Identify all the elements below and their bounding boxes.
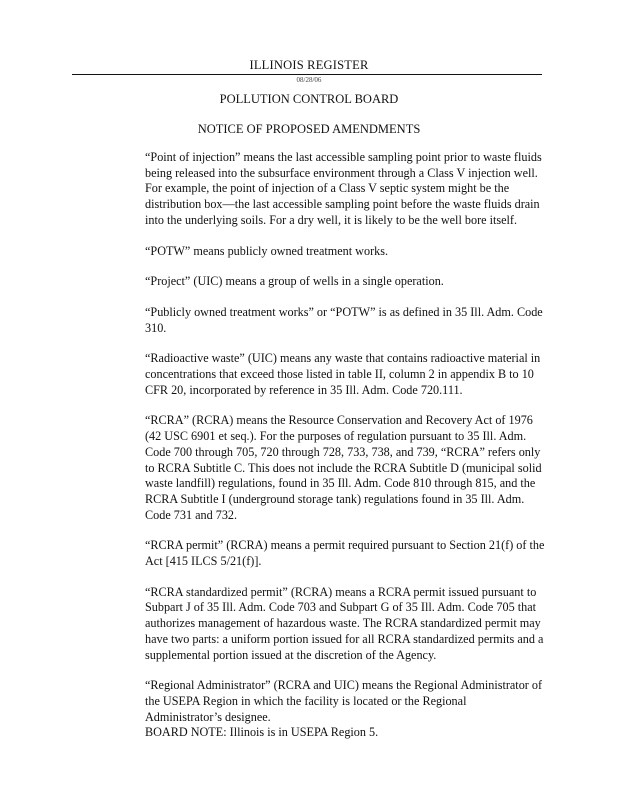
- notice-title: NOTICE OF PROPOSED AMENDMENTS: [197, 122, 421, 136]
- register-title: ILLINOIS REGISTER: [249, 58, 369, 72]
- definition-rcra: “RCRA” (RCRA) means the Resource Conservation and Recovery Act of 1976 (42 USC 6901 et seq.). For the purposes of regulation pursuant to 35 Ill. Adm. Code 700 through 705, 720 through 728, 733, 738, and 739, “RCRA” refers only to RCRA Subtitle C. This does not include the RCRA Subtitle D (municipal solid waste landfill) regulations, found in 35 Ill. Adm. Code 810 through 815, and the RCRA Subtitle I (underground storage tank) regulations found in 35 Ill. Adm. Code 731 and 732.: [145, 413, 542, 522]
- definition-publicly-owned-treatment-works: “Publicly owned treatment works” or “POTW” is as defined in 35 Ill. Adm. Code 310.: [145, 304, 543, 335]
- register-date: 08/28/06: [296, 76, 322, 84]
- definition-project: “Project” (UIC) means a group of wells in a single operation.: [145, 274, 444, 289]
- definition-point-of-injection: “Point of injection” means the last accessible sampling point prior to waste fluids being released into the subsurface environment through a Class V injection well. For example, the point of injection of a Class V septic system might be the distribution box—the last accessible sampling point before the waste fluids drain into the underlying soils. For a dry well, it is likely to be the well bore itself.: [145, 150, 542, 227]
- definition-radioactive-waste: “Radioactive waste” (UIC) means any waste that contains radioactive material in concentrations that exceed those listed in table II, column 2 in appendix B to 10 CFR 20, incorporated by reference in 35 Ill. Adm. Code 720.111.: [145, 351, 541, 397]
- definition-rcra-permit: “RCRA permit” (RCRA) means a permit required pursuant to Section 21(f) of the Act [415 ILCS 5/21(f)].: [145, 538, 545, 569]
- definition-regional-administrator: “Regional Administrator” (RCRA and UIC) means the Regional Administrator of the USEPA Region in which the facility is located or the Regional Administrator’s designee.: [145, 678, 543, 724]
- definition-rcra-standardized-permit: “RCRA standardized permit” (RCRA) means a RCRA permit issued pursuant to Subpart J of 35 Ill. Adm. Code 703 and Subpart G of 35 Ill. Adm. Code 705 that authorizes management of hazardous waste. The RCRA standardized permit may have two parts: a uniform portion issued for all RCRA standardized permits and a supplemental portion issued at the discretion of the Agency.: [145, 584, 544, 662]
- board-note: BOARD NOTE: Illinois is in USEPA Region 5.: [145, 725, 379, 740]
- agency-name: POLLUTION CONTROL BOARD: [219, 92, 399, 106]
- header-divider: [72, 74, 542, 75]
- definition-potw: “POTW” means publicly owned treatment works.: [145, 243, 389, 258]
- document-body: [145, 150, 545, 741]
